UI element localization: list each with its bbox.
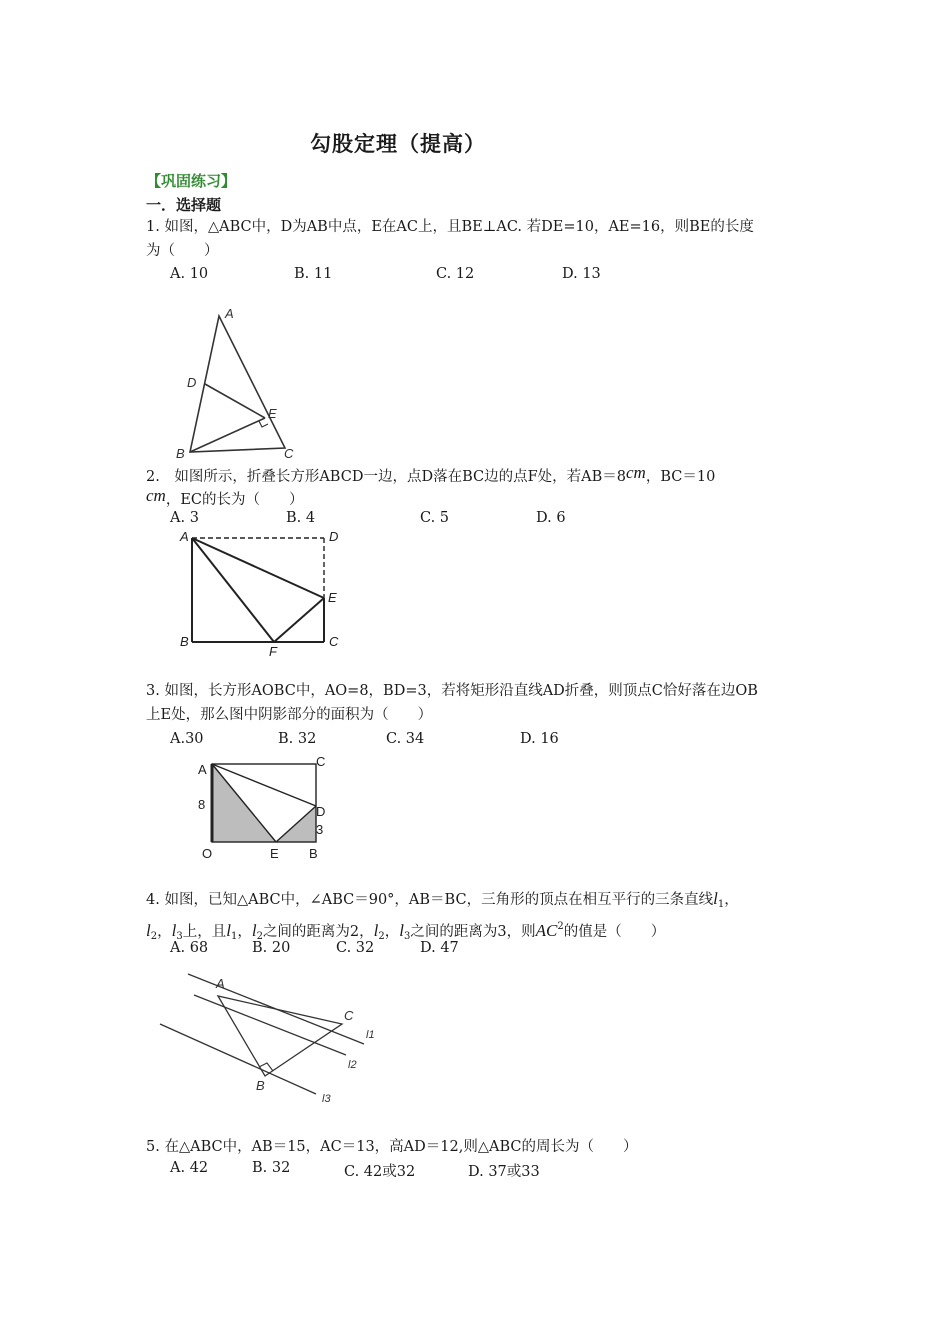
q1-label-b: B bbox=[176, 446, 185, 461]
q1-option-d[interactable]: D. 13 bbox=[562, 266, 601, 282]
q2-label-b: B bbox=[180, 634, 189, 649]
q1-option-a[interactable]: A. 10 bbox=[170, 266, 209, 282]
q3-label-b: B bbox=[309, 846, 318, 861]
q4-comma-4: ， bbox=[384, 924, 400, 940]
q2-option-b[interactable]: B. 4 bbox=[286, 510, 316, 526]
q3-figure bbox=[192, 754, 342, 862]
q3-label-o: O bbox=[202, 846, 213, 861]
q1-triangle bbox=[190, 316, 285, 452]
q4-line-l3-sub: 3 bbox=[176, 931, 183, 942]
q4-figure bbox=[150, 962, 380, 1112]
q2-option-c[interactable]: C. 5 bbox=[420, 510, 450, 526]
q4-line-l2-sub: 2 bbox=[150, 931, 158, 942]
q4-text-line2 bbox=[146, 916, 665, 948]
q4-line-l2b: l bbox=[251, 921, 257, 940]
q4-triangle-abc bbox=[218, 996, 342, 1076]
q4-line-l2c-sub: 2 bbox=[378, 931, 385, 942]
q4-line-l2b-sub: 2 bbox=[256, 931, 263, 942]
q2-text-line2 bbox=[146, 485, 304, 511]
q5-option-b[interactable]: B. 32 bbox=[252, 1160, 291, 1176]
q2-figure bbox=[172, 524, 352, 658]
q1-option-b[interactable]: B. 11 bbox=[294, 266, 333, 282]
q4-text-part1: 4. 如图，已知△ABC中，∠ABC＝90°，AB＝BC，三角形的顶点在相互平行的三条直线 bbox=[146, 892, 714, 908]
q1-label-d: D bbox=[187, 375, 197, 390]
q5-option-c[interactable]: C. 42或32 bbox=[344, 1164, 416, 1180]
q2-label-e: E bbox=[328, 590, 337, 605]
q4-text-dist1: 之间的距离为2， bbox=[262, 924, 374, 940]
q4-text-tail: 的值是（ ） bbox=[563, 924, 666, 940]
q4-text-line1 bbox=[146, 888, 739, 916]
q4-line-l2: l bbox=[146, 921, 151, 940]
q1-option-c[interactable]: C. 12 bbox=[436, 266, 475, 282]
q3-label-d: D bbox=[316, 804, 326, 819]
q4-option-b[interactable]: B. 20 bbox=[252, 940, 291, 956]
q4-comma-3: ， bbox=[237, 924, 252, 940]
q1-label-e: E bbox=[268, 406, 277, 421]
q1-figure bbox=[170, 300, 310, 462]
q4-option-c[interactable]: C. 32 bbox=[336, 940, 375, 956]
q3-label-e: E bbox=[270, 846, 279, 861]
q4-line-l3b-sub: 3 bbox=[404, 931, 411, 942]
q2-option-d[interactable]: D. 6 bbox=[536, 510, 566, 526]
q3-label-8: 8 bbox=[198, 797, 206, 812]
q4-comma-1: ， bbox=[724, 892, 739, 908]
q2-text-part3: ，EC的长为（ ） bbox=[165, 492, 304, 508]
q2-unit-1: cm bbox=[626, 463, 646, 482]
q1-label-c: C bbox=[284, 446, 294, 461]
q3-label-c: C bbox=[316, 754, 326, 769]
q4-text-on: 上，且 bbox=[182, 924, 227, 940]
q1-segment-be bbox=[190, 418, 265, 452]
q4-text-dist2: 之间的距离为3，则 bbox=[410, 924, 536, 940]
q2-fold-ae bbox=[192, 538, 324, 598]
q4-label-a: A bbox=[216, 976, 225, 991]
section-heading: 【巩固练习】 bbox=[146, 172, 237, 190]
q2-option-a[interactable]: A. 3 bbox=[170, 510, 199, 526]
q4-label-b: B bbox=[256, 1078, 265, 1093]
q4-option-a[interactable]: A. 68 bbox=[170, 940, 209, 956]
q4-line-l1: l bbox=[713, 889, 718, 908]
q4-line-l1b-sub: 1 bbox=[230, 931, 238, 942]
page-title: 勾股定理（提高） bbox=[310, 131, 486, 156]
q3-option-b[interactable]: B. 32 bbox=[278, 731, 317, 747]
q2-label-f: F bbox=[269, 644, 277, 658]
q4-label-l1: l1 bbox=[366, 1029, 375, 1041]
q3-text-line1: 3. 如图，长方形AOBC中，AO=8，BD=3，若将矩形沿直线AD折叠，则顶点C恰好落在边OB bbox=[146, 683, 758, 699]
q1-text-line2: 为（ ） bbox=[146, 243, 219, 259]
q4-comma-2: ， bbox=[157, 924, 172, 940]
q4-ac-sup: 2 bbox=[557, 921, 564, 932]
q3-label-3: 3 bbox=[316, 822, 324, 837]
q1-right-angle-mark bbox=[259, 421, 268, 427]
q2-fold-fe bbox=[274, 598, 324, 642]
q4-label-l2: l2 bbox=[348, 1059, 357, 1071]
q3-option-c[interactable]: C. 34 bbox=[386, 731, 425, 747]
subsection-heading: 一．选择题 bbox=[146, 196, 222, 214]
q3-option-a[interactable]: A.30 bbox=[170, 731, 204, 747]
q4-line-l1b: l bbox=[226, 921, 231, 940]
q4-label-c: C bbox=[344, 1008, 354, 1023]
q4-line-l3: l bbox=[171, 921, 177, 940]
q5-option-a[interactable]: A. 42 bbox=[170, 1160, 209, 1176]
q2-label-a: A bbox=[180, 529, 189, 544]
q2-text-part2: ，BC＝10 bbox=[645, 469, 716, 485]
q1-label-a: A bbox=[225, 306, 234, 321]
q1-text-line1: 1. 如图，△ABC中，D为AB中点，E在AC上，且BE⊥AC. 若DE=10，AE=16，则BE的长度 bbox=[146, 219, 754, 235]
q4-line-l2-drawn bbox=[194, 995, 346, 1055]
q4-line-l3b: l bbox=[399, 921, 405, 940]
q4-line-l1-sub: 1 bbox=[717, 899, 725, 910]
q3-label-a: A bbox=[198, 762, 207, 777]
q3-option-d[interactable]: D. 16 bbox=[520, 731, 559, 747]
q2-text-part1: 2. 如图所示，折叠长方形ABCD一边，点D落在BC边的点F处，若AB＝8 bbox=[146, 469, 627, 485]
q2-label-d: D bbox=[329, 529, 339, 544]
q2-fold-af bbox=[192, 538, 274, 642]
q4-option-d[interactable]: D. 47 bbox=[420, 940, 459, 956]
q2-label-c: C bbox=[329, 634, 339, 649]
q4-ac: AC bbox=[535, 921, 558, 940]
q2-unit-2: cm bbox=[146, 486, 166, 505]
q5-option-d[interactable]: D. 37或33 bbox=[468, 1164, 540, 1180]
q4-label-l3: l3 bbox=[322, 1093, 331, 1105]
q4-line-l2c: l bbox=[373, 921, 379, 940]
q5-text-line1: 5. 在△ABC中，AB＝15，AC＝13，高AD＝12,则△ABC的周长为（ ） bbox=[146, 1139, 638, 1155]
q3-text-line2: 上E处，那么图中阴影部分的面积为（ ） bbox=[146, 707, 433, 723]
